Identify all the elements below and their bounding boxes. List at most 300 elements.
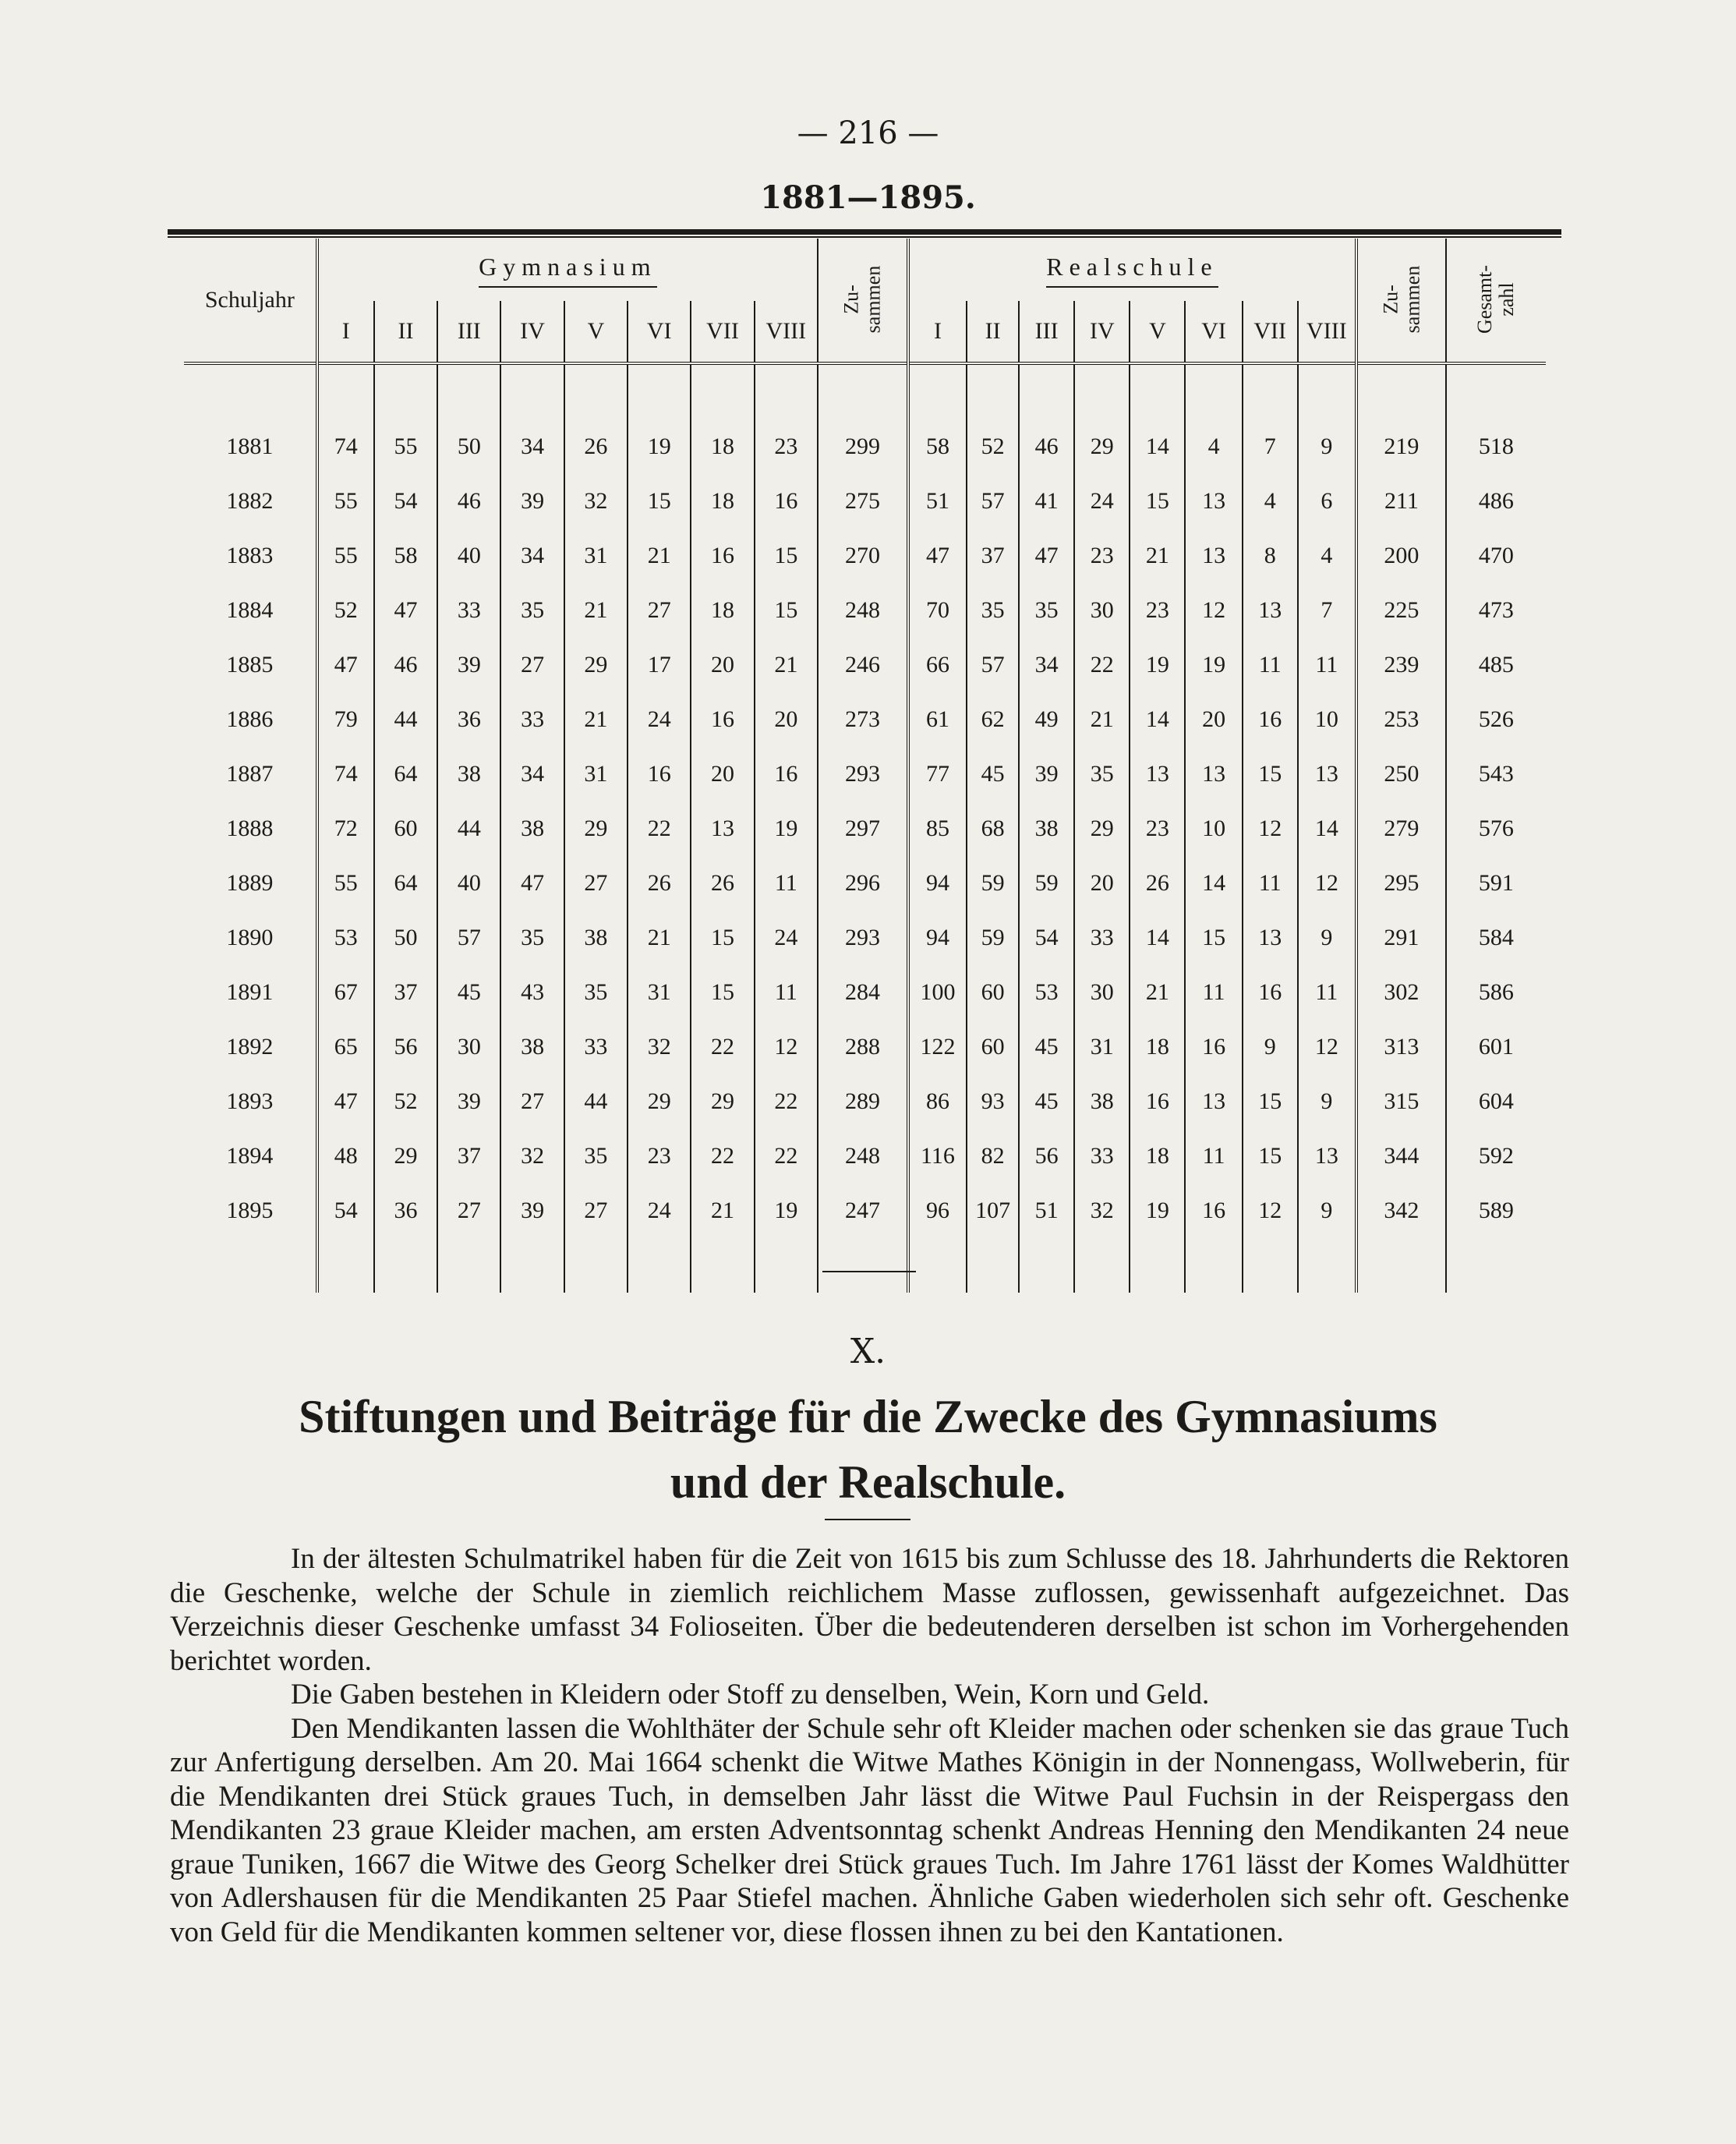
header-gym-zusammen: Zu- sammen <box>818 239 908 363</box>
real-cell: 13 <box>1185 529 1242 583</box>
spacer-cell <box>691 363 754 419</box>
real-class-header: V <box>1130 301 1185 363</box>
real-class-header: III <box>1019 301 1074 363</box>
table-row <box>184 911 1546 965</box>
real-cell: 13 <box>1243 911 1298 965</box>
gym-cell: 44 <box>564 1074 628 1129</box>
real-cell: 35 <box>1019 583 1074 638</box>
grand-total-cell: 473 <box>1446 583 1546 638</box>
gym-cell: 38 <box>564 911 628 965</box>
real-cell: 34 <box>1019 638 1074 692</box>
gym-cell: 35 <box>564 965 628 1020</box>
real-cell: 53 <box>1019 965 1074 1020</box>
table-row <box>184 1020 1546 1074</box>
real-cell: 19 <box>1130 638 1185 692</box>
real-cell: 14 <box>1185 856 1242 911</box>
gym-total-cell: 273 <box>818 692 908 747</box>
real-cell: 15 <box>1243 1074 1298 1129</box>
gym-cell: 16 <box>691 692 754 747</box>
gym-cell: 47 <box>317 638 374 692</box>
gym-cell: 31 <box>628 965 691 1020</box>
gym-class-header: VI <box>628 301 691 363</box>
real-cell: 57 <box>967 638 1019 692</box>
gym-cell: 27 <box>628 583 691 638</box>
real-cell: 59 <box>1019 856 1074 911</box>
section-title-line1: Stiftungen und Beiträge für die Zwecke des Gymnasiums <box>299 1391 1437 1442</box>
real-class-header: I <box>908 301 967 363</box>
gym-cell: 33 <box>564 1020 628 1074</box>
gym-cell: 38 <box>437 747 500 801</box>
gym-cell: 23 <box>755 419 818 474</box>
real-cell: 7 <box>1298 583 1356 638</box>
grand-total-cell: 576 <box>1446 801 1546 856</box>
gym-cell: 50 <box>374 911 437 965</box>
gym-cell: 27 <box>564 856 628 911</box>
grand-total-cell: 604 <box>1446 1074 1546 1129</box>
section-title-line2: und der Realschule. <box>670 1456 1066 1508</box>
real-total-cell: 344 <box>1356 1129 1446 1183</box>
gym-total-cell: 248 <box>818 583 908 638</box>
real-class-header: VI <box>1185 301 1242 363</box>
gym-cell: 32 <box>564 474 628 529</box>
spacer-cell <box>437 363 500 419</box>
real-cell: 122 <box>908 1020 967 1074</box>
real-cell: 10 <box>1298 692 1356 747</box>
real-cell: 24 <box>1074 474 1130 529</box>
real-cell: 38 <box>1074 1074 1130 1129</box>
spacer-cell <box>1074 1238 1130 1293</box>
real-cell: 12 <box>1243 801 1298 856</box>
real-cell: 20 <box>1185 692 1242 747</box>
gym-cell: 55 <box>317 856 374 911</box>
real-total-cell: 253 <box>1356 692 1446 747</box>
paragraph-3: Den Mendikanten lassen die Wohlthäter der Schule sehr oft Kleider machen oder schenken sie das graue Tuch zur Anfertigung derselben. Am 20. Mai 1664 schenkt die Witwe Mathes Königin in der Nonnengass, Wollweberin, für die Mendikanten drei Stück graues Tuch, in demselben Jahr lässt die Witwe Paul Fuchsin in der Reispergass den Mendikanten 23 graue Kleider machen, am ersten Adventsonntag schenkt Andreas Henning den Mendikanten 24 neue graue Tuniken, 1667 die Witwe des Georg Schelker drei Stück graues Tuch. Im Jahre 1761 lässt der Komes Waldhütter von Adlershausen für die Mendikanten 25 Paar Stiefel machen. Ähnliche Gaben wiederholen sich sehr oft. Geschenke von Geld für die Mendikanten kommen seltener vor, diese flossen ihnen zu bei den Kantationen. <box>170 1712 1569 1948</box>
gym-class-header: I <box>317 301 374 363</box>
spacer-cell <box>1356 1238 1446 1293</box>
grand-total-cell: 592 <box>1446 1129 1546 1183</box>
real-total-cell: 291 <box>1356 911 1446 965</box>
real-cell: 33 <box>1074 911 1130 965</box>
spacer-cell <box>1298 1238 1356 1293</box>
gym-cell: 44 <box>437 801 500 856</box>
real-cell: 33 <box>1074 1129 1130 1183</box>
gym-cell: 32 <box>628 1020 691 1074</box>
real-total-cell: 200 <box>1356 529 1446 583</box>
real-total-cell: 313 <box>1356 1020 1446 1074</box>
gym-cell: 79 <box>317 692 374 747</box>
real-total-cell: 315 <box>1356 1074 1446 1129</box>
gym-cell: 29 <box>564 638 628 692</box>
real-cell: 66 <box>908 638 967 692</box>
spacer-cell <box>908 363 967 419</box>
real-cell: 26 <box>1130 856 1185 911</box>
spacer-cell <box>1019 363 1074 419</box>
section-title <box>156 1384 1580 1515</box>
real-cell: 41 <box>1019 474 1074 529</box>
gym-cell: 35 <box>500 583 564 638</box>
gym-cell: 18 <box>691 419 754 474</box>
gym-total-cell: 288 <box>818 1020 908 1074</box>
year-cell: 1895 <box>226 1198 274 1223</box>
gym-class-header: III <box>437 301 500 363</box>
table-row <box>184 692 1546 747</box>
table-row <box>184 747 1546 801</box>
gym-cell: 23 <box>628 1129 691 1183</box>
spacer-cell <box>755 1238 818 1293</box>
gym-cell: 27 <box>500 1074 564 1129</box>
spacer-cell <box>437 1238 500 1293</box>
real-cell: 39 <box>1019 747 1074 801</box>
spacer-cell <box>1356 363 1446 419</box>
spacer-cell <box>564 1238 628 1293</box>
table-row <box>184 1183 1546 1238</box>
real-cell: 96 <box>908 1183 967 1238</box>
real-cell: 68 <box>967 801 1019 856</box>
gym-cell: 29 <box>628 1074 691 1129</box>
gym-cell: 50 <box>437 419 500 474</box>
gym-cell: 48 <box>317 1129 374 1183</box>
gym-cell: 55 <box>317 529 374 583</box>
grand-total-cell: 601 <box>1446 1020 1546 1074</box>
real-cell: 51 <box>1019 1183 1074 1238</box>
grand-total-cell: 486 <box>1446 474 1546 529</box>
gym-cell: 15 <box>755 583 818 638</box>
real-class-header: IV <box>1074 301 1130 363</box>
real-cell: 13 <box>1130 747 1185 801</box>
gym-class-header: VII <box>691 301 754 363</box>
gym-cell: 22 <box>628 801 691 856</box>
gym-cell: 60 <box>374 801 437 856</box>
real-cell: 94 <box>908 856 967 911</box>
real-cell: 11 <box>1243 856 1298 911</box>
real-cell: 30 <box>1074 965 1130 1020</box>
real-cell: 59 <box>967 856 1019 911</box>
gym-cell: 18 <box>691 474 754 529</box>
year-cell: 1886 <box>226 706 274 732</box>
gym-cell: 58 <box>374 529 437 583</box>
gym-cell: 11 <box>755 965 818 1020</box>
grand-total-cell: 586 <box>1446 965 1546 1020</box>
gym-cell: 74 <box>317 747 374 801</box>
gym-cell: 26 <box>628 856 691 911</box>
gym-cell: 44 <box>374 692 437 747</box>
real-cell: 13 <box>1185 1074 1242 1129</box>
gym-cell: 47 <box>317 1074 374 1129</box>
spacer-cell <box>317 363 374 419</box>
gym-cell: 39 <box>500 1183 564 1238</box>
real-cell: 37 <box>967 529 1019 583</box>
gym-total-cell: 247 <box>818 1183 908 1238</box>
gym-cell: 22 <box>755 1129 818 1183</box>
gym-cell: 38 <box>500 1020 564 1074</box>
gym-cell: 57 <box>437 911 500 965</box>
gym-cell: 15 <box>691 911 754 965</box>
spacer-cell <box>500 363 564 419</box>
real-cell: 11 <box>1243 638 1298 692</box>
gym-cell: 20 <box>691 747 754 801</box>
gym-cell: 16 <box>755 747 818 801</box>
gym-cell: 15 <box>755 529 818 583</box>
gym-cell: 33 <box>437 583 500 638</box>
gym-class-header: IV <box>500 301 564 363</box>
grand-total-cell: 518 <box>1446 419 1546 474</box>
real-cell: 6 <box>1298 474 1356 529</box>
gym-cell: 24 <box>628 692 691 747</box>
real-cell: 38 <box>1019 801 1074 856</box>
table-top-rule <box>168 229 1561 235</box>
real-cell: 49 <box>1019 692 1074 747</box>
header-schuljahr: Schuljahr <box>204 287 295 313</box>
real-cell: 29 <box>1074 801 1130 856</box>
gym-cell: 13 <box>691 801 754 856</box>
real-cell: 21 <box>1074 692 1130 747</box>
gym-cell: 21 <box>691 1183 754 1238</box>
real-cell: 77 <box>908 747 967 801</box>
gym-cell: 53 <box>317 911 374 965</box>
gym-cell: 11 <box>755 856 818 911</box>
table-heading: 1881—1895. <box>760 179 976 216</box>
real-cell: 11 <box>1298 638 1356 692</box>
gym-total-cell: 296 <box>818 856 908 911</box>
gym-cell: 55 <box>374 419 437 474</box>
gym-cell: 74 <box>317 419 374 474</box>
gym-cell: 64 <box>374 856 437 911</box>
real-cell: 45 <box>1019 1020 1074 1074</box>
gym-cell: 54 <box>317 1183 374 1238</box>
real-cell: 54 <box>1019 911 1074 965</box>
gym-cell: 52 <box>374 1074 437 1129</box>
gym-cell: 36 <box>374 1183 437 1238</box>
real-cell: 51 <box>908 474 967 529</box>
real-cell: 9 <box>1243 1020 1298 1074</box>
year-cell: 1889 <box>226 870 274 896</box>
gym-cell: 52 <box>317 583 374 638</box>
gym-cell: 64 <box>374 747 437 801</box>
gym-cell: 34 <box>500 419 564 474</box>
gym-cell: 24 <box>628 1183 691 1238</box>
spacer-cell <box>1074 363 1130 419</box>
gym-cell: 46 <box>437 474 500 529</box>
real-cell: 7 <box>1243 419 1298 474</box>
table-row <box>184 583 1546 638</box>
gym-class-header: VIII <box>755 301 818 363</box>
gym-total-cell: 275 <box>818 474 908 529</box>
gym-cell: 16 <box>691 529 754 583</box>
gym-cell: 47 <box>374 583 437 638</box>
real-cell: 35 <box>1074 747 1130 801</box>
gym-cell: 37 <box>374 965 437 1020</box>
real-cell: 60 <box>967 1020 1019 1074</box>
spacer-cell <box>1019 1238 1074 1293</box>
gym-cell: 15 <box>628 474 691 529</box>
gym-cell: 21 <box>628 911 691 965</box>
gym-cell: 38 <box>500 801 564 856</box>
year-cell: 1890 <box>226 925 274 950</box>
paragraph-1: In der ältesten Schulmatrikel haben für die Zeit von 1615 bis zum Schlusse des 18. Jahrhunderts die Rektoren die Geschenke, welche der Schule in ziemlich reichlichem Masse zuflossen, gewissenhaft aufgezeichnet. Das Verzeichnis dieser Geschenke umfasst 34 Folioseiten. Über die bedeutenderen derselben ist schon im Vorhergehenden berichtet worden. <box>170 1543 1569 1677</box>
spacer-cell <box>908 1238 967 1293</box>
real-cell: 100 <box>908 965 967 1020</box>
gym-cell: 21 <box>628 529 691 583</box>
gym-cell: 34 <box>500 529 564 583</box>
gym-total-cell: 270 <box>818 529 908 583</box>
year-cell: 1885 <box>226 652 274 678</box>
spacer-cell <box>628 1238 691 1293</box>
real-cell: 46 <box>1019 419 1074 474</box>
year-cell: 1882 <box>226 488 274 514</box>
gym-cell: 20 <box>691 638 754 692</box>
spacer-cell <box>184 1238 317 1293</box>
table-row <box>184 1129 1546 1183</box>
real-cell: 14 <box>1130 419 1185 474</box>
year-cell: 1881 <box>226 433 274 459</box>
table-row <box>184 1074 1546 1129</box>
real-cell: 12 <box>1298 1020 1356 1074</box>
real-cell: 70 <box>908 583 967 638</box>
gym-cell: 47 <box>500 856 564 911</box>
real-cell: 93 <box>967 1074 1019 1129</box>
real-cell: 45 <box>967 747 1019 801</box>
gym-cell: 39 <box>437 638 500 692</box>
header-gesamtzahl: Gesamt- zahl <box>1446 239 1546 363</box>
real-cell: 13 <box>1243 583 1298 638</box>
real-cell: 58 <box>908 419 967 474</box>
real-cell: 86 <box>908 1074 967 1129</box>
real-cell: 45 <box>1019 1074 1074 1129</box>
real-cell: 15 <box>1243 1129 1298 1183</box>
gym-cell: 19 <box>755 801 818 856</box>
spacer-cell <box>374 1238 437 1293</box>
real-cell: 94 <box>908 911 967 965</box>
spacer-cell <box>818 363 908 419</box>
real-cell: 15 <box>1130 474 1185 529</box>
real-cell: 23 <box>1130 583 1185 638</box>
gym-cell: 29 <box>564 801 628 856</box>
spacer-cell <box>818 1238 908 1293</box>
enrollment-table <box>184 239 1546 1293</box>
real-cell: 59 <box>967 911 1019 965</box>
spacer-cell <box>755 363 818 419</box>
real-cell: 23 <box>1130 801 1185 856</box>
gym-total-cell: 289 <box>818 1074 908 1129</box>
gym-cell: 27 <box>564 1183 628 1238</box>
spacer-cell <box>1130 363 1185 419</box>
gym-total-cell: 293 <box>818 747 908 801</box>
gym-cell: 37 <box>437 1129 500 1183</box>
real-total-cell: 295 <box>1356 856 1446 911</box>
real-cell: 12 <box>1243 1183 1298 1238</box>
gym-cell: 30 <box>437 1020 500 1074</box>
gym-cell: 45 <box>437 965 500 1020</box>
real-total-cell: 250 <box>1356 747 1446 801</box>
header-real-zusammen: Zu- sammen <box>1356 239 1446 363</box>
year-cell: 1883 <box>226 543 274 568</box>
real-cell: 85 <box>908 801 967 856</box>
real-cell: 16 <box>1185 1020 1242 1074</box>
gym-cell: 16 <box>628 747 691 801</box>
table-row <box>184 801 1546 856</box>
real-cell: 13 <box>1185 747 1242 801</box>
gym-total-cell: 246 <box>818 638 908 692</box>
gym-cell: 26 <box>564 419 628 474</box>
section-divider <box>825 1519 910 1520</box>
real-cell: 56 <box>1019 1129 1074 1183</box>
real-cell: 10 <box>1185 801 1242 856</box>
gym-class-header: V <box>564 301 628 363</box>
gym-cell: 24 <box>755 911 818 965</box>
real-cell: 21 <box>1130 965 1185 1020</box>
gym-cell: 22 <box>755 1074 818 1129</box>
table-row <box>184 474 1546 529</box>
gym-cell: 35 <box>500 911 564 965</box>
gym-cell: 12 <box>755 1020 818 1074</box>
real-cell: 29 <box>1074 419 1130 474</box>
real-total-cell: 342 <box>1356 1183 1446 1238</box>
grand-total-cell: 589 <box>1446 1183 1546 1238</box>
spacer-cell <box>374 363 437 419</box>
gym-cell: 19 <box>755 1183 818 1238</box>
gym-cell: 31 <box>564 747 628 801</box>
real-cell: 22 <box>1074 638 1130 692</box>
real-cell: 82 <box>967 1129 1019 1183</box>
gym-total-cell: 293 <box>818 911 908 965</box>
year-cell: 1892 <box>226 1034 274 1060</box>
real-cell: 19 <box>1185 638 1242 692</box>
year-cell: 1893 <box>226 1088 274 1114</box>
gym-cell: 43 <box>500 965 564 1020</box>
gym-cell: 54 <box>374 474 437 529</box>
year-cell: 1894 <box>226 1143 274 1169</box>
real-class-header: VIII <box>1298 301 1356 363</box>
gym-cell: 18 <box>691 583 754 638</box>
real-cell: 15 <box>1185 911 1242 965</box>
real-cell: 9 <box>1298 1074 1356 1129</box>
real-cell: 47 <box>1019 529 1074 583</box>
spacer-cell <box>500 1238 564 1293</box>
year-cell: 1884 <box>226 597 274 623</box>
grand-total-cell: 591 <box>1446 856 1546 911</box>
spacer-cell <box>967 363 1019 419</box>
real-cell: 16 <box>1185 1183 1242 1238</box>
real-total-cell: 211 <box>1356 474 1446 529</box>
section-number: X. <box>850 1332 886 1371</box>
spacer-cell <box>1185 363 1242 419</box>
grand-total-cell: 543 <box>1446 747 1546 801</box>
real-cell: 107 <box>967 1183 1019 1238</box>
gym-total-cell: 297 <box>818 801 908 856</box>
real-cell: 4 <box>1298 529 1356 583</box>
real-cell: 116 <box>908 1129 967 1183</box>
gym-cell: 39 <box>500 474 564 529</box>
spacer-cell <box>1130 1238 1185 1293</box>
real-cell: 12 <box>1298 856 1356 911</box>
header-gymnasium: Gymnasium <box>317 239 818 301</box>
real-total-cell: 225 <box>1356 583 1446 638</box>
real-cell: 9 <box>1298 419 1356 474</box>
real-cell: 11 <box>1185 1129 1242 1183</box>
real-cell: 15 <box>1243 747 1298 801</box>
real-cell: 16 <box>1243 965 1298 1020</box>
gym-class-header: II <box>374 301 437 363</box>
year-cell: 1888 <box>226 815 274 841</box>
spacer-cell <box>564 363 628 419</box>
real-cell: 32 <box>1074 1183 1130 1238</box>
gym-cell: 17 <box>628 638 691 692</box>
real-cell: 4 <box>1243 474 1298 529</box>
real-total-cell: 239 <box>1356 638 1446 692</box>
gym-total-cell: 284 <box>818 965 908 1020</box>
table-row <box>184 638 1546 692</box>
gym-cell: 15 <box>691 965 754 1020</box>
